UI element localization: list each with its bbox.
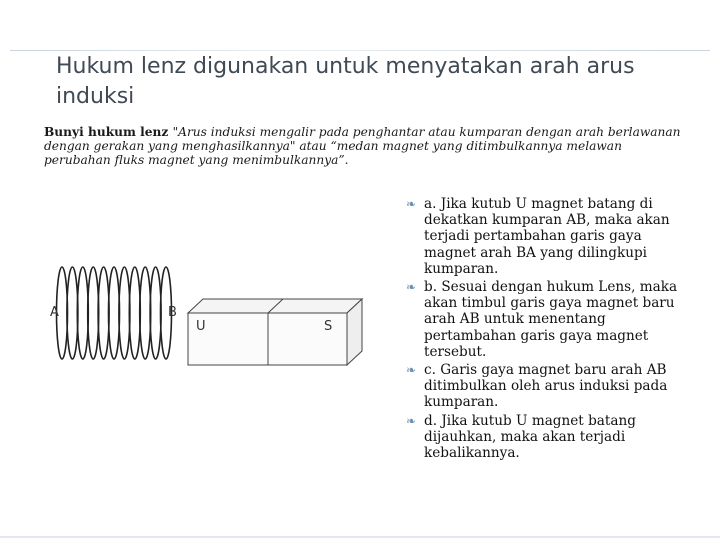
bullet-swirl-icon: ❧: [406, 280, 417, 295]
title-divider: [10, 50, 710, 51]
coil-loop: [77, 267, 88, 359]
coil-magnet-figure: [40, 255, 380, 395]
pole-north-label: U: [196, 319, 206, 334]
list-item-text: d. Jika kutub U magnet batang dijauhkan, maka akan terjadi kebalikannya.: [424, 412, 636, 462]
bullet-swirl-icon: ❧: [406, 413, 417, 428]
bullet-swirl-icon: ❧: [406, 363, 417, 378]
coil-loop: [150, 267, 161, 359]
list-item: [406, 196, 696, 277]
coil-loop: [98, 267, 109, 359]
slide-title: Hukum lenz digunakan untuk menyatakan arah arus induksi: [56, 54, 635, 109]
list-item-text: b. Sesuai dengan hukum Lens, maka akan timbul garis gaya magnet baru arah AB untuk menentang pertambahan garis gaya magnet tersebut.: [424, 279, 678, 360]
coil-end-a-label: A: [50, 305, 59, 320]
list-item: [406, 413, 696, 462]
pole-south-label: S: [324, 319, 333, 334]
coil-loop: [140, 267, 151, 359]
explanation-list: [406, 196, 696, 463]
law-body: "Arus induksi mengalir pada penghantar atau kumparan dengan arah berlawanan dengan gerakan yang menghasilkannya" atau “medan magnet yang ditimbulkannya melawan perubahan fluks magnet yang menimbulkannya”.: [44, 125, 681, 167]
list-item: [406, 279, 696, 360]
law-lead: Bunyi hukum lenz: [44, 125, 173, 139]
coil-loop: [88, 267, 99, 359]
coil: [57, 267, 172, 359]
coil-end-b-label: B: [168, 305, 177, 320]
coil-loop: [119, 267, 130, 359]
coil-loop: [67, 267, 78, 359]
list-item-text: c. Garis gaya magnet baru arah AB ditimbulkan oleh arus induksi pada kumparan.: [424, 362, 668, 411]
coil-loop: [109, 267, 120, 359]
footer-divider: [0, 536, 720, 538]
bullet-swirl-icon: ❧: [406, 197, 417, 211]
coil-loop: [129, 267, 140, 359]
bar-magnet: [188, 299, 362, 365]
list-item: [406, 362, 696, 411]
lenz-law-statement: [44, 125, 684, 167]
list-item-text: a. Jika kutub U magnet batang di dekatkan kumparan AB, maka akan terjadi pertambahan garis gaya magnet arah BA yang dilingkupi kumparan.: [424, 196, 670, 277]
